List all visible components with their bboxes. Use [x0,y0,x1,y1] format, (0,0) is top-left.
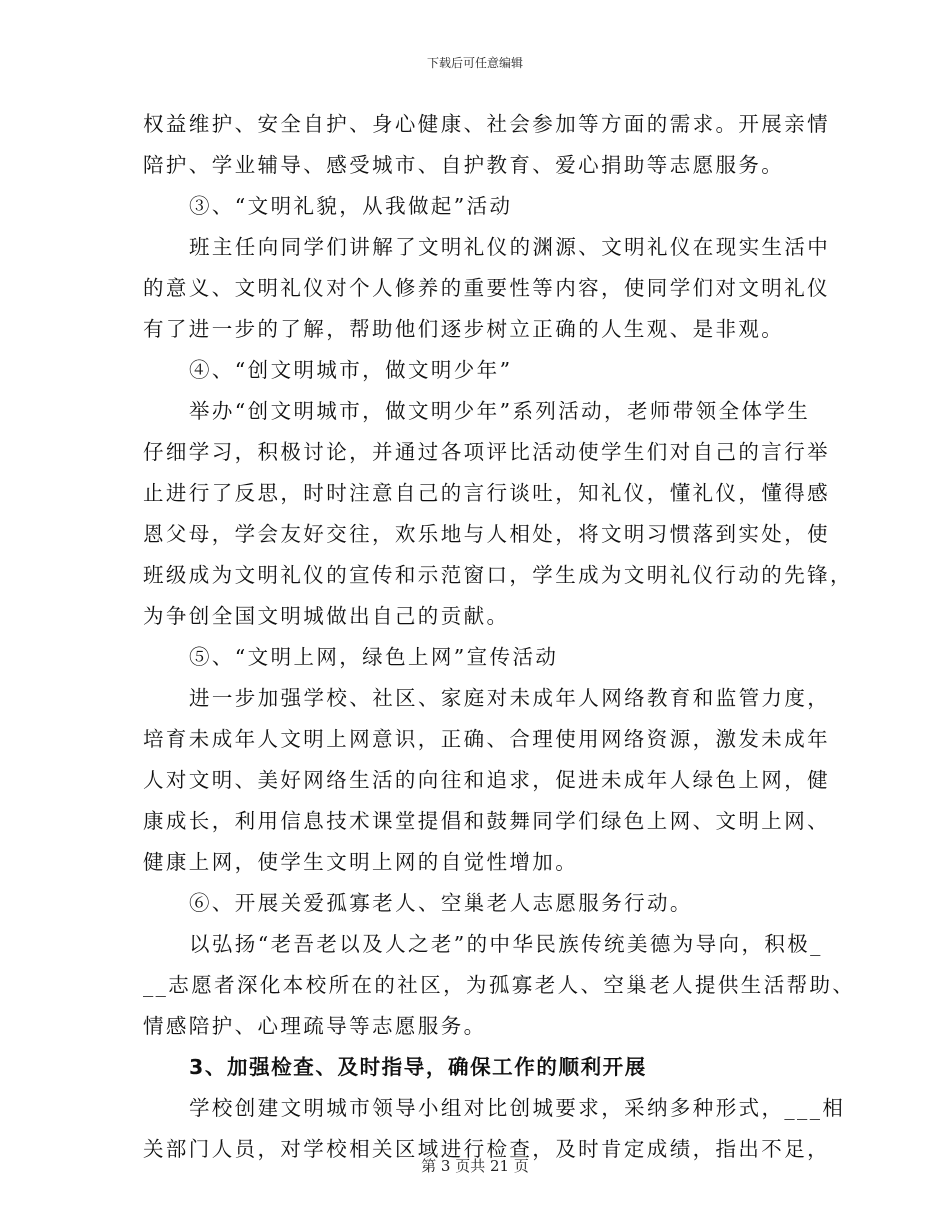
paragraph-line: 培育未成年人文明上网意识，正确、合理使用网络资源，激发未成年 [143,727,830,751]
section-heading: ⑥、开展关爱孤寡老人、空巢老人志愿服务行动。 [189,891,693,915]
paragraph-line: 举办“创文明城市，做文明少年”系列活动，老师带领全体学生 [189,399,811,423]
section-title: 3、加强检查、及时指导，确保工作的顺利开展 [189,1055,647,1079]
paragraph-line: 恩父母，学会友好交往，欢乐地与人相处，将文明习惯落到实处，使 [143,522,830,546]
paragraph-line: 健康上网，使学生文明上网的自觉性增加。 [143,850,579,874]
section-heading: ③、“文明礼貌，从我做起”活动 [189,194,513,218]
paragraph-line: 的意义、文明礼仪对个人修养的重要性等内容，使同学们对文明礼仪 [143,276,830,300]
paragraph-line: 康成长，利用信息技术课堂提倡和鼓舞同学们绿色上网、文明上网、 [143,809,830,833]
paragraph-line: 为争创全国文明城做出自己的贡献。 [143,604,510,628]
paragraph-line: 情感陪护、心理疏导等志愿服务。 [143,1014,487,1038]
page-number: 第 3 页共 21 页 [421,1157,529,1175]
paragraph-line: 陪护、学业辅导、感受城市、自护教育、爱心捐助等志愿服务。 [143,153,785,177]
paragraph-line: 进一步加强学校、社区、家庭对未成年人网络教育和监管力度， [189,686,831,710]
page-header: 下载后可任意编辑 [426,56,523,70]
paragraph-line: 权益维护、安全自护、身心健康、社会参加等方面的需求。开展亲情 [143,112,830,136]
paragraph-line: 人对文明、美好网络生活的向往和追求，促进未成年人绿色上网，健 [143,768,830,792]
paragraph-line: 止进行了反思，时时注意自己的言行谈吐，知礼仪，懂礼仪，懂得感 [143,481,830,505]
paragraph-line: 班主任向同学们讲解了文明礼仪的渊源、文明礼仪在现实生活中 [189,235,831,259]
section-heading: ④、“创文明城市，做文明少年” [189,358,513,382]
document-body [143,104,856,1170]
paragraph-line: 学校创建文明城市领导小组对比创城要求，采纳多种形式，___相 [189,1096,846,1120]
paragraph-line: __志愿者深化本校所在的社区，为孤寡老人、空巢老人提供生活帮助、 [143,973,856,997]
paragraph-line: 关部门人员，对学校相关区域进行检查，及时肯定成绩，指出不足， [143,1137,830,1161]
paragraph-line: 有了进一步的了解，帮助他们逐步树立正确的人生观、是非观。 [143,317,785,341]
paragraph-line: 以弘扬“老吾老以及人之老”的中华民族传统美德为导向，积极_ [189,932,823,956]
section-heading: ⑤、“文明上网，绿色上网”宣传活动 [189,645,559,669]
paragraph-line: 班级成为文明礼仪的宣传和示范窗口，学生成为文明礼仪行动的先锋， [143,563,853,587]
paragraph-line: 仔细学习，积极讨论，并通过各项评比活动使学生们对自己的言行举 [143,440,830,464]
